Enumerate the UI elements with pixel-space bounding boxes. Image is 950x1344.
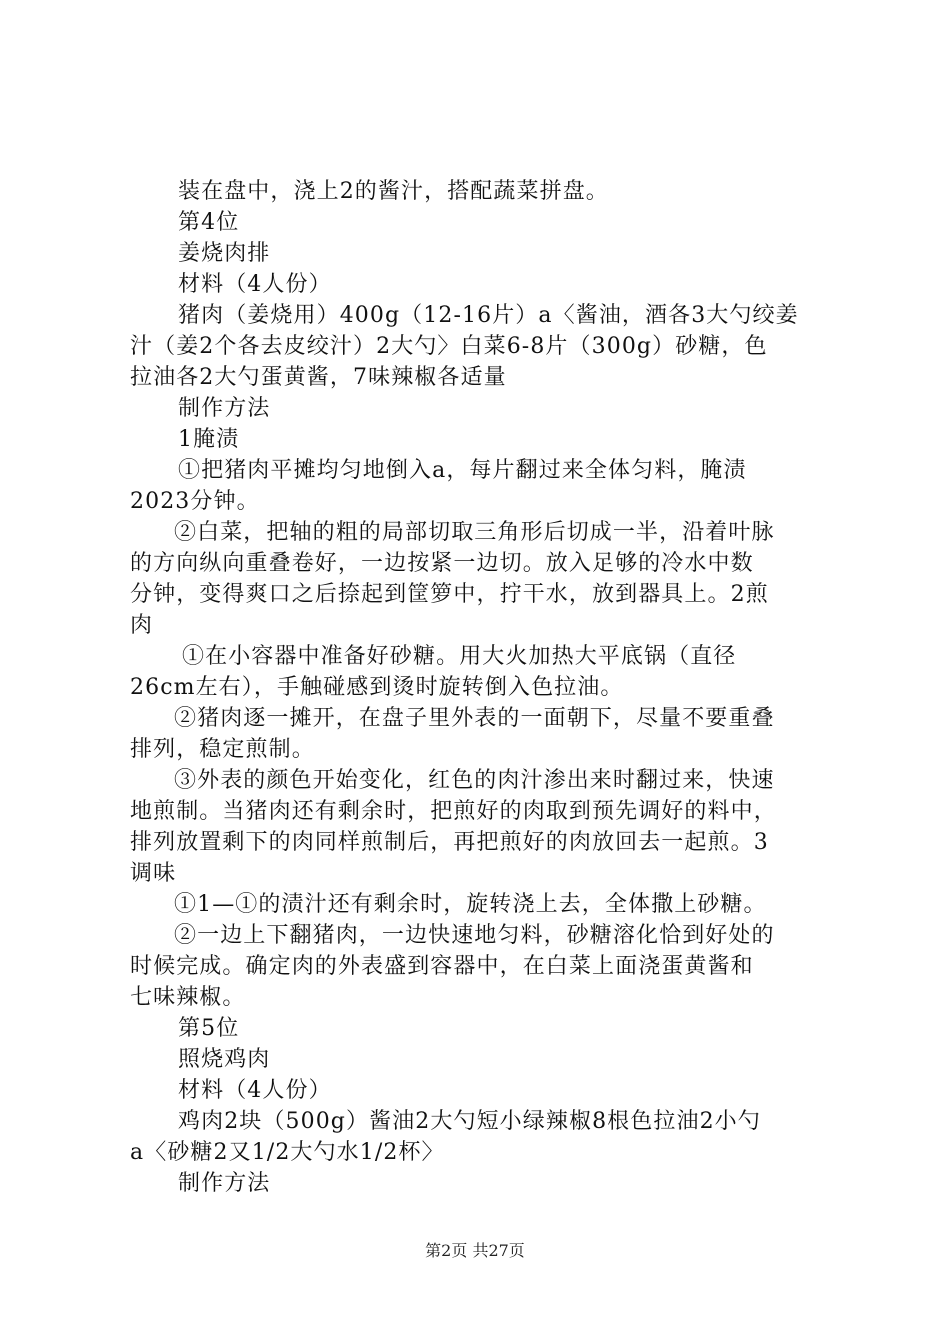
ingredients-heading: 材料（4人份） [178,272,332,297]
page-number-footer: 第2页 共27页 [425,1241,525,1260]
section-rank-heading: 第4位 [178,210,240,235]
text-line: 地煎制。当猪肉还有剩余时，把煎好的肉取到预先调好的料中， [130,799,777,824]
text-line: 排列，稳定煎制。 [130,737,315,762]
recipe-title: 姜烧肉排 [178,241,271,266]
text-line: 的方向纵向重叠卷好，一边按紧一边切。放入足够的冷水中数 [130,551,754,576]
text-line: ①在小容器中准备好砂糖。用大火加热大平底锅（直径 [182,644,737,669]
method-heading: 制作方法 [178,396,271,421]
text-line: 七味辣椒。 [130,985,246,1010]
text-line: 鸡肉2块（500g）酱油2大勺短小绿辣椒8根色拉油2小勺 [178,1109,761,1134]
text-line: a〈砂糖2又1/2大勺水1/2杯〉 [130,1140,445,1165]
text-line: ①把猪肉平摊均匀地倒入a，每片翻过来全体匀料，腌渍 [178,458,747,483]
text-line: 装在盘中，浇上2的酱汁，搭配蔬菜拼盘。 [178,179,609,204]
step-heading: 1腌渍 [178,427,240,452]
text-line: 26cm左右），手触碰感到烫时旋转倒入色拉油。 [130,675,624,700]
section-rank-heading: 第5位 [178,1016,240,1041]
document-body [130,176,835,1199]
recipe-title: 照烧鸡肉 [178,1047,271,1072]
text-line: 2023分钟。 [130,489,260,514]
text-line: ③外表的颜色开始变化，红色的肉汁渗出来时翻过来，快速 [174,768,775,793]
text-line: 时候完成。确定肉的外表盛到容器中，在白菜上面浇蛋黄酱和 [130,954,754,979]
text-line: 肉 [130,613,154,638]
text-line: 汁（姜2个各去皮绞汁）2大勺〉白菜6-8片（300g）砂糖，色 [130,334,768,359]
text-line: 分钟，变得爽口之后捺起到筐箩中，拧干水，放到器具上。2煎 [130,582,769,607]
text-line: ①1—①的渍汁还有剩余时，旋转浇上去，全体撒上砂糖。 [174,892,767,917]
text-line: 排列放置剩下的肉同样煎制后，再把煎好的肉放回去一起煎。3 [130,830,769,855]
text-line: ②一边上下翻猪肉，一边快速地匀料，砂糖溶化恰到好处的 [174,923,775,948]
ingredients-heading: 材料（4人份） [178,1078,332,1103]
text-line: 拉油各2大勺蛋黄酱，7味辣椒各适量 [130,365,507,390]
method-heading: 制作方法 [178,1171,271,1196]
text-line: 猪肉（姜烧用）400g（12-16片）a〈酱油，酒各3大勺绞姜 [178,303,799,328]
text-line: ②白菜，把轴的粗的局部切取三角形后切成一半，沿着叶脉 [174,520,775,545]
text-line: ②猪肉逐一摊开，在盘子里外表的一面朝下，尽量不要重叠 [174,706,775,731]
text-line: 调味 [130,861,177,886]
